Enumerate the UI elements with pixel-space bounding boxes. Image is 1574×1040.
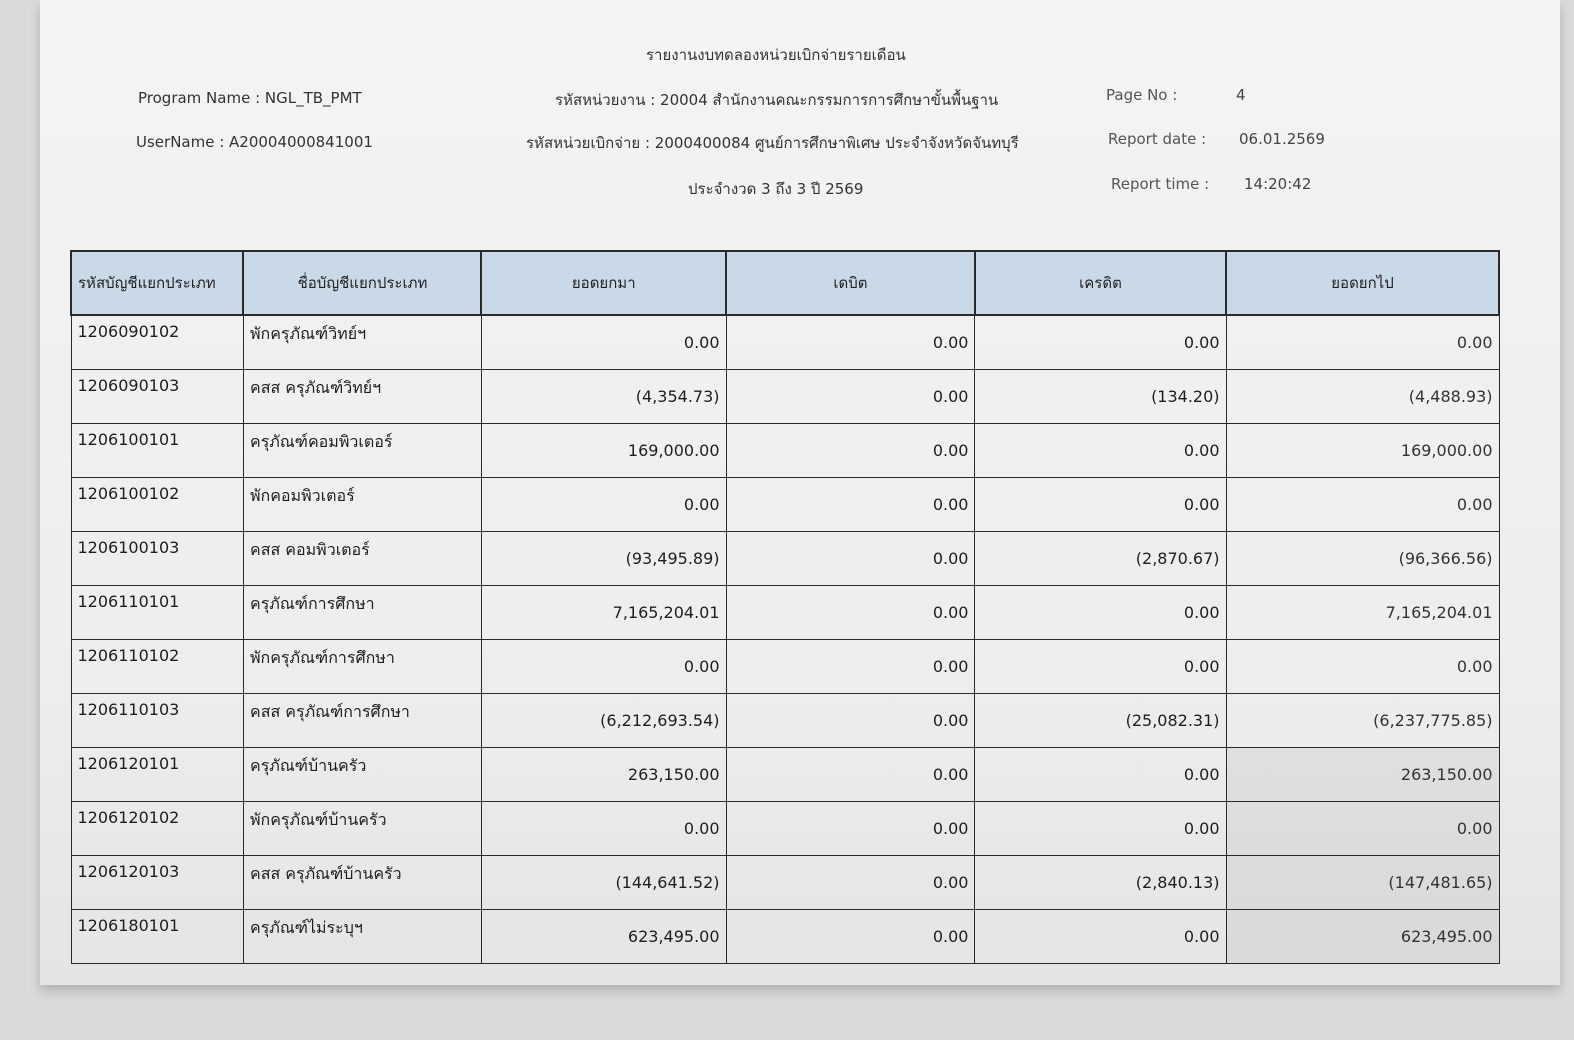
cell-account-code: 1206120102 [71,802,243,856]
cell-account-code: 1206180101 [71,910,243,964]
cell-account-name: คสส ครุภัณฑ์วิทย์ฯ [243,370,481,424]
table-row [71,640,1499,694]
col-header-brought-forward: ยอดยกมา [481,251,726,315]
cell-debit: 0.00 [726,586,975,640]
cell-account-name: พักครุภัณฑ์บ้านครัว [243,802,481,856]
cell-carried-forward: (96,366.56) [1226,532,1499,586]
cell-account-code: 1206110101 [71,586,243,640]
cell-account-name: ครุภัณฑ์ไม่ระบุฯ [243,910,481,964]
cell-account-code: 1206100101 [71,424,243,478]
table-row [71,586,1499,640]
cell-credit: 0.00 [975,910,1226,964]
cell-carried-forward: 169,000.00 [1226,424,1499,478]
col-header-account-name: ชื่อบัญชีแยกประเภท [243,251,481,315]
report-date: 06.01.2569 [1239,130,1325,148]
cell-account-name: ครุภัณฑ์คอมพิวเตอร์ [243,424,481,478]
cell-account-code: 1206110103 [71,694,243,748]
cell-account-code: 1206120103 [71,856,243,910]
cell-debit: 0.00 [726,694,975,748]
cell-account-name: ครุภัณฑ์บ้านครัว [243,748,481,802]
cell-credit: (2,840.13) [975,856,1226,910]
cell-brought-forward: (93,495.89) [481,532,726,586]
cell-account-name: พักครุภัณฑ์วิทย์ฯ [243,315,481,370]
cell-account-name: คสส คอมพิวเตอร์ [243,532,481,586]
trial-balance-table [70,250,1500,964]
table-row [71,802,1499,856]
user-name: UserName : A20004000841001 [136,133,373,151]
cell-brought-forward: 0.00 [481,315,726,370]
cell-debit: 0.00 [726,315,975,370]
cell-account-name: คสส ครุภัณฑ์บ้านครัว [243,856,481,910]
cell-debit: 0.00 [726,748,975,802]
cell-account-name: พักคอมพิวเตอร์ [243,478,481,532]
report-page [40,0,1560,985]
col-header-credit: เครดิต [975,251,1226,315]
cell-credit: (2,870.67) [975,532,1226,586]
cell-brought-forward: (6,212,693.54) [481,694,726,748]
cell-credit: 0.00 [975,424,1226,478]
cell-carried-forward: 263,150.00 [1226,748,1499,802]
cell-debit: 0.00 [726,802,975,856]
cell-account-code: 1206090102 [71,315,243,370]
cell-account-code: 1206100102 [71,478,243,532]
report-title: รายงานงบทดลองหน่วยเบิกจ่ายรายเดือน [646,46,906,64]
table-header-row [71,251,1499,315]
page-no: 4 [1236,86,1246,104]
agency-code: รหัสหน่วยงาน : 20004 สำนักงานคณะกรรมการการศึกษาขั้นพื้นฐาน [555,91,999,109]
cell-credit: 0.00 [975,315,1226,370]
cell-account-code: 1206090103 [71,370,243,424]
cell-carried-forward: 0.00 [1226,315,1499,370]
cell-credit: 0.00 [975,640,1226,694]
cell-carried-forward: 0.00 [1226,478,1499,532]
cell-debit: 0.00 [726,640,975,694]
col-header-debit: เดบิต [726,251,975,315]
cell-brought-forward: (144,641.52) [481,856,726,910]
cell-credit: 0.00 [975,478,1226,532]
table-row [71,856,1499,910]
cell-brought-forward: 7,165,204.01 [481,586,726,640]
cell-debit: 0.00 [726,424,975,478]
cell-brought-forward: (4,354.73) [481,370,726,424]
col-header-carried-forward: ยอดยกไป [1226,251,1499,315]
table-row [71,370,1499,424]
table-row [71,748,1499,802]
col-header-account-code: รหัสบัญชีแยกประเภท [71,251,243,315]
table-row [71,532,1499,586]
table-row [71,910,1499,964]
cell-brought-forward: 169,000.00 [481,424,726,478]
table-row [71,694,1499,748]
cell-credit: 0.00 [975,748,1226,802]
report-time-label: Report time : [1111,175,1210,193]
table-row [71,424,1499,478]
cell-credit: 0.00 [975,586,1226,640]
cell-carried-forward: 623,495.00 [1226,910,1499,964]
table-row [71,315,1499,370]
cell-carried-forward: (4,488.93) [1226,370,1499,424]
cell-carried-forward: (6,237,775.85) [1226,694,1499,748]
cell-account-name: ครุภัณฑ์การศึกษา [243,586,481,640]
cell-brought-forward: 0.00 [481,802,726,856]
table-row [71,478,1499,532]
cell-brought-forward: 623,495.00 [481,910,726,964]
cell-credit: (25,082.31) [975,694,1226,748]
cell-brought-forward: 263,150.00 [481,748,726,802]
cell-credit: (134.20) [975,370,1226,424]
cell-debit: 0.00 [726,532,975,586]
cell-carried-forward: (147,481.65) [1226,856,1499,910]
cell-account-code: 1206110102 [71,640,243,694]
cell-debit: 0.00 [726,910,975,964]
disbursement-unit: รหัสหน่วยเบิกจ่าย : 2000400084 ศูนย์การศึกษาพิเศษ ประจำจังหวัดจันทบุรี [526,134,1019,152]
cell-debit: 0.00 [726,370,975,424]
cell-account-code: 1206120101 [71,748,243,802]
program-name: Program Name : NGL_TB_PMT [138,89,362,107]
cell-account-name: พักครุภัณฑ์การศึกษา [243,640,481,694]
cell-account-code: 1206100103 [71,532,243,586]
cell-carried-forward: 0.00 [1226,802,1499,856]
cell-carried-forward: 0.00 [1226,640,1499,694]
cell-debit: 0.00 [726,856,975,910]
cell-credit: 0.00 [975,802,1226,856]
period: ประจำงวด 3 ถึง 3 ปี 2569 [688,180,864,198]
report-date-label: Report date : [1108,130,1207,148]
cell-carried-forward: 7,165,204.01 [1226,586,1499,640]
cell-brought-forward: 0.00 [481,640,726,694]
cell-account-name: คสส ครุภัณฑ์การศึกษา [243,694,481,748]
page-no-label: Page No : [1106,86,1178,104]
report-time: 14:20:42 [1244,175,1312,193]
cell-debit: 0.00 [726,478,975,532]
cell-brought-forward: 0.00 [481,478,726,532]
